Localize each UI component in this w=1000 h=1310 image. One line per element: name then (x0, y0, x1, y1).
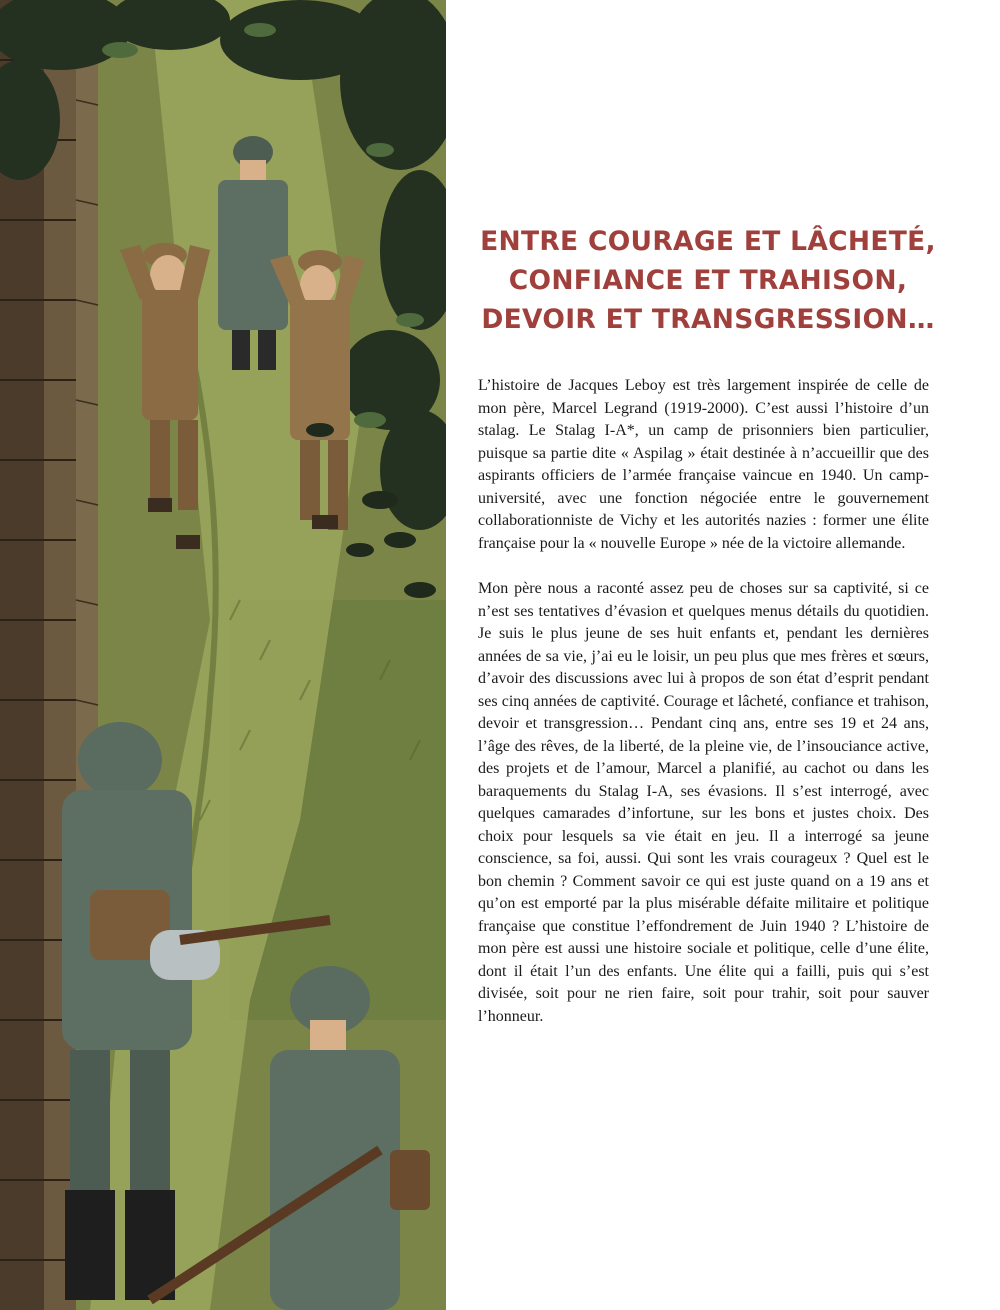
body-text (478, 375, 929, 1051)
illustration-svg (0, 0, 446, 1310)
text-column (478, 0, 938, 1310)
paragraph-1: L’histoire de Jacques Leboy est très largement inspirée de celle de mon père, Marcel Legrand (1919-2000). C’est aussi l’histoire d’un stalag. Le Stalag I-A*, un camp de prisonniers bien particulier, puisque sa partie dite « Aspilag » était destinée à n’accueillir que des aspirants officiers de l’armée française vaincue en 1940. Un camp-université, avec une fonction négociée entre le gouvernement collaborationniste de Vichy et les autorités nazies : former une élite française pour la « nouvelle Europe » née de la victoire allemande. (478, 377, 929, 552)
headline-line-1: ENTRE COURAGE ET LÂCHETÉ, (480, 226, 936, 257)
comic-illustration (0, 0, 446, 1310)
headline (478, 222, 938, 339)
headline-line-3: DEVOIR ET TRANSGRESSION… (481, 304, 935, 335)
headline-line-2: CONFIANCE ET TRAHISON, (508, 265, 908, 296)
paragraph-2: Mon père nous a raconté assez peu de choses sur sa captivité, si ce n’est ses tentatives d’évasion et quelques menus détails du quotidien. Je suis le plus jeune de ses huit enfants et, pendant les dernières années de sa vie, j’ai eu le loisir, un peu plus que mes frères et sœurs, d’avoir des discussions avec lui à propos de son état d’esprit pendant ses cinq années de captivité. Courage et lâcheté, confiance et trahison, devoir et transgression… Pendant cinq ans, entre ses 19 et 24 ans, l’âge des rêves, de la liberté, de la pleine vie, de l’insouciance active, des projets et de l’amour, Marcel a planifié, au cachot ou dans les baraquements du Stalag I-A, ses évasions. Il s’est interrogé, avec quelques camarades d’infortune, sur les bons et justes choix. Des choix pour lesquels sa vie était en jeu. Il a interrogé sa jeune conscience, sa foi, aussi. Qui sont les vrais courageux ? Quel est le bon chemin ? Comment savoir ce qui est juste quand on a 19 ans et qu’on est emporté par la plus misérable défaite militaire et politique française que constitue l’effondrement de Juin 1940 ? L’histoire de mon père est aussi une histoire sociale et politique, celle d’une élite, dont il était l’un des enfants. Une élite qui a failli, puis qui s’est divisée, soit pour ne rien faire, soit pour trahir, soit pour sauver l’honneur. (478, 580, 929, 1025)
